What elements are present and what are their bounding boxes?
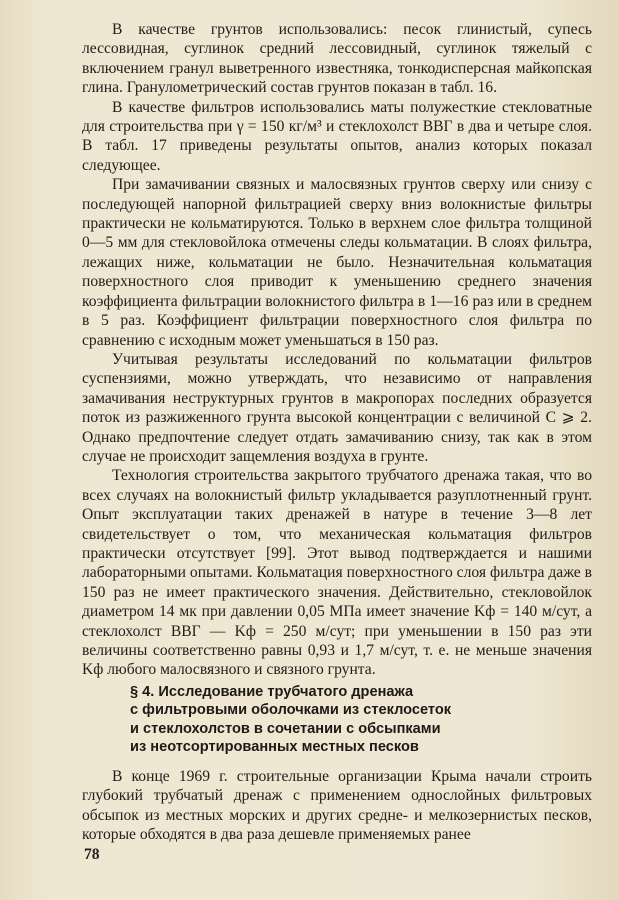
paragraph-soils: В качестве грунтов использовались: песок глинистый, супесь лессовидная, суглинок средний лессовидный, суглинок тяжелый с включением гранул выветренного известняка, тонкодисперсная майкопская глина. Гранулометрический состав грунтов показан в табл. 16. (82, 21, 592, 97)
section-heading-line: из неотсортированных местных песков (130, 739, 419, 756)
paragraph-suspensions: Учитывая результаты исследований по кольматации фильтров суспензиями, можно утверждать, что независимо от направления замачивания неструктурных грунтов в макропорах последних образуется поток из разжиженного грунта высокой концентрации с величиной C ⩾ 2. Однако предпочтение следует отдать замачиванию снизу, так как в этом случае не происходит защемления воздуха в грунте. (82, 350, 592, 465)
paragraph-soaking: При замачивании связных и малосвязных грунтов сверху или снизу с последующей напорной фильтрацией сверху вниз волокнистые фильтры практически не кольматируются. Только в верхнем слое фильтра толщиной 0—5 мм для стекловойлока отмечены следы кольматации. В слоях фильтра, лежащих ниже, кольматации не было. Незначительная кольматация поверхностного слоя приводит к уменьшению среднего значения коэффициента фильтрации волокнистого фильтра в 1—16 раз или в среднем в 5 раз. Коэффициент фильтрации поверхностного слоя фильтра по сравнению с исходным может уменьшаться в 150 раз. (82, 176, 592, 349)
page-number: 78 (84, 846, 100, 863)
paragraph-technology: Технология строительства закрытого трубчатого дренажа такая, что во всех случаях на волокнистый фильтр укладывается разуплотненный грунт. Опыт эксплуатации таких дренажей в натуре в течение 3—8 лет свидетельствует о том, что механическая кольматация фильтров практически отсутствует [99]. Этот вывод подтверждается и нашими лабораторными опытами. Кольматация поверхностного слоя фильтра даже в 150 раз не имеет практического значения. Действительно, стекловойлок диаметром 14 мк при давлении 0,05 МПа имеет значение Kф = 140 м/сут, а стеклохолст ВВГ — Kф = 250 м/сут; при уменьшении в 150 раз эти величины соответственно равны 0,93 и 1,7 м/сут, т. е. не меньше значения Kф любого малосвязного и связного грунта. (82, 467, 592, 679)
section-heading-line: с фильтровыми оболочками из стеклосеток (130, 702, 452, 719)
paragraph-filters: В качестве фильтров использовались маты полужесткие стекловатные для строительства при γ = 150 кг/м³ и стеклохолст ВВГ в два и четыре слоя. В табл. 17 приведены результаты опытов, анализ которых показал следующее. (82, 98, 592, 174)
body-text (82, 20, 592, 680)
paragraph-crimea: В конце 1969 г. строительные организации Крыма начали строить глубокий трубчатый дренаж с применением однослойных фильтровых обсыпок из местных морских и других средне- и мелкозернистых песков, которые обходятся в два раза дешевле применяемых ранее (82, 768, 592, 844)
section-heading-line: и стеклохолстов в сочетании с обсыпками (130, 720, 441, 737)
section-body-text (82, 767, 592, 845)
section-heading-line: § 4. Исследование трубчатого дренажа (130, 684, 414, 700)
section-heading (130, 683, 570, 757)
